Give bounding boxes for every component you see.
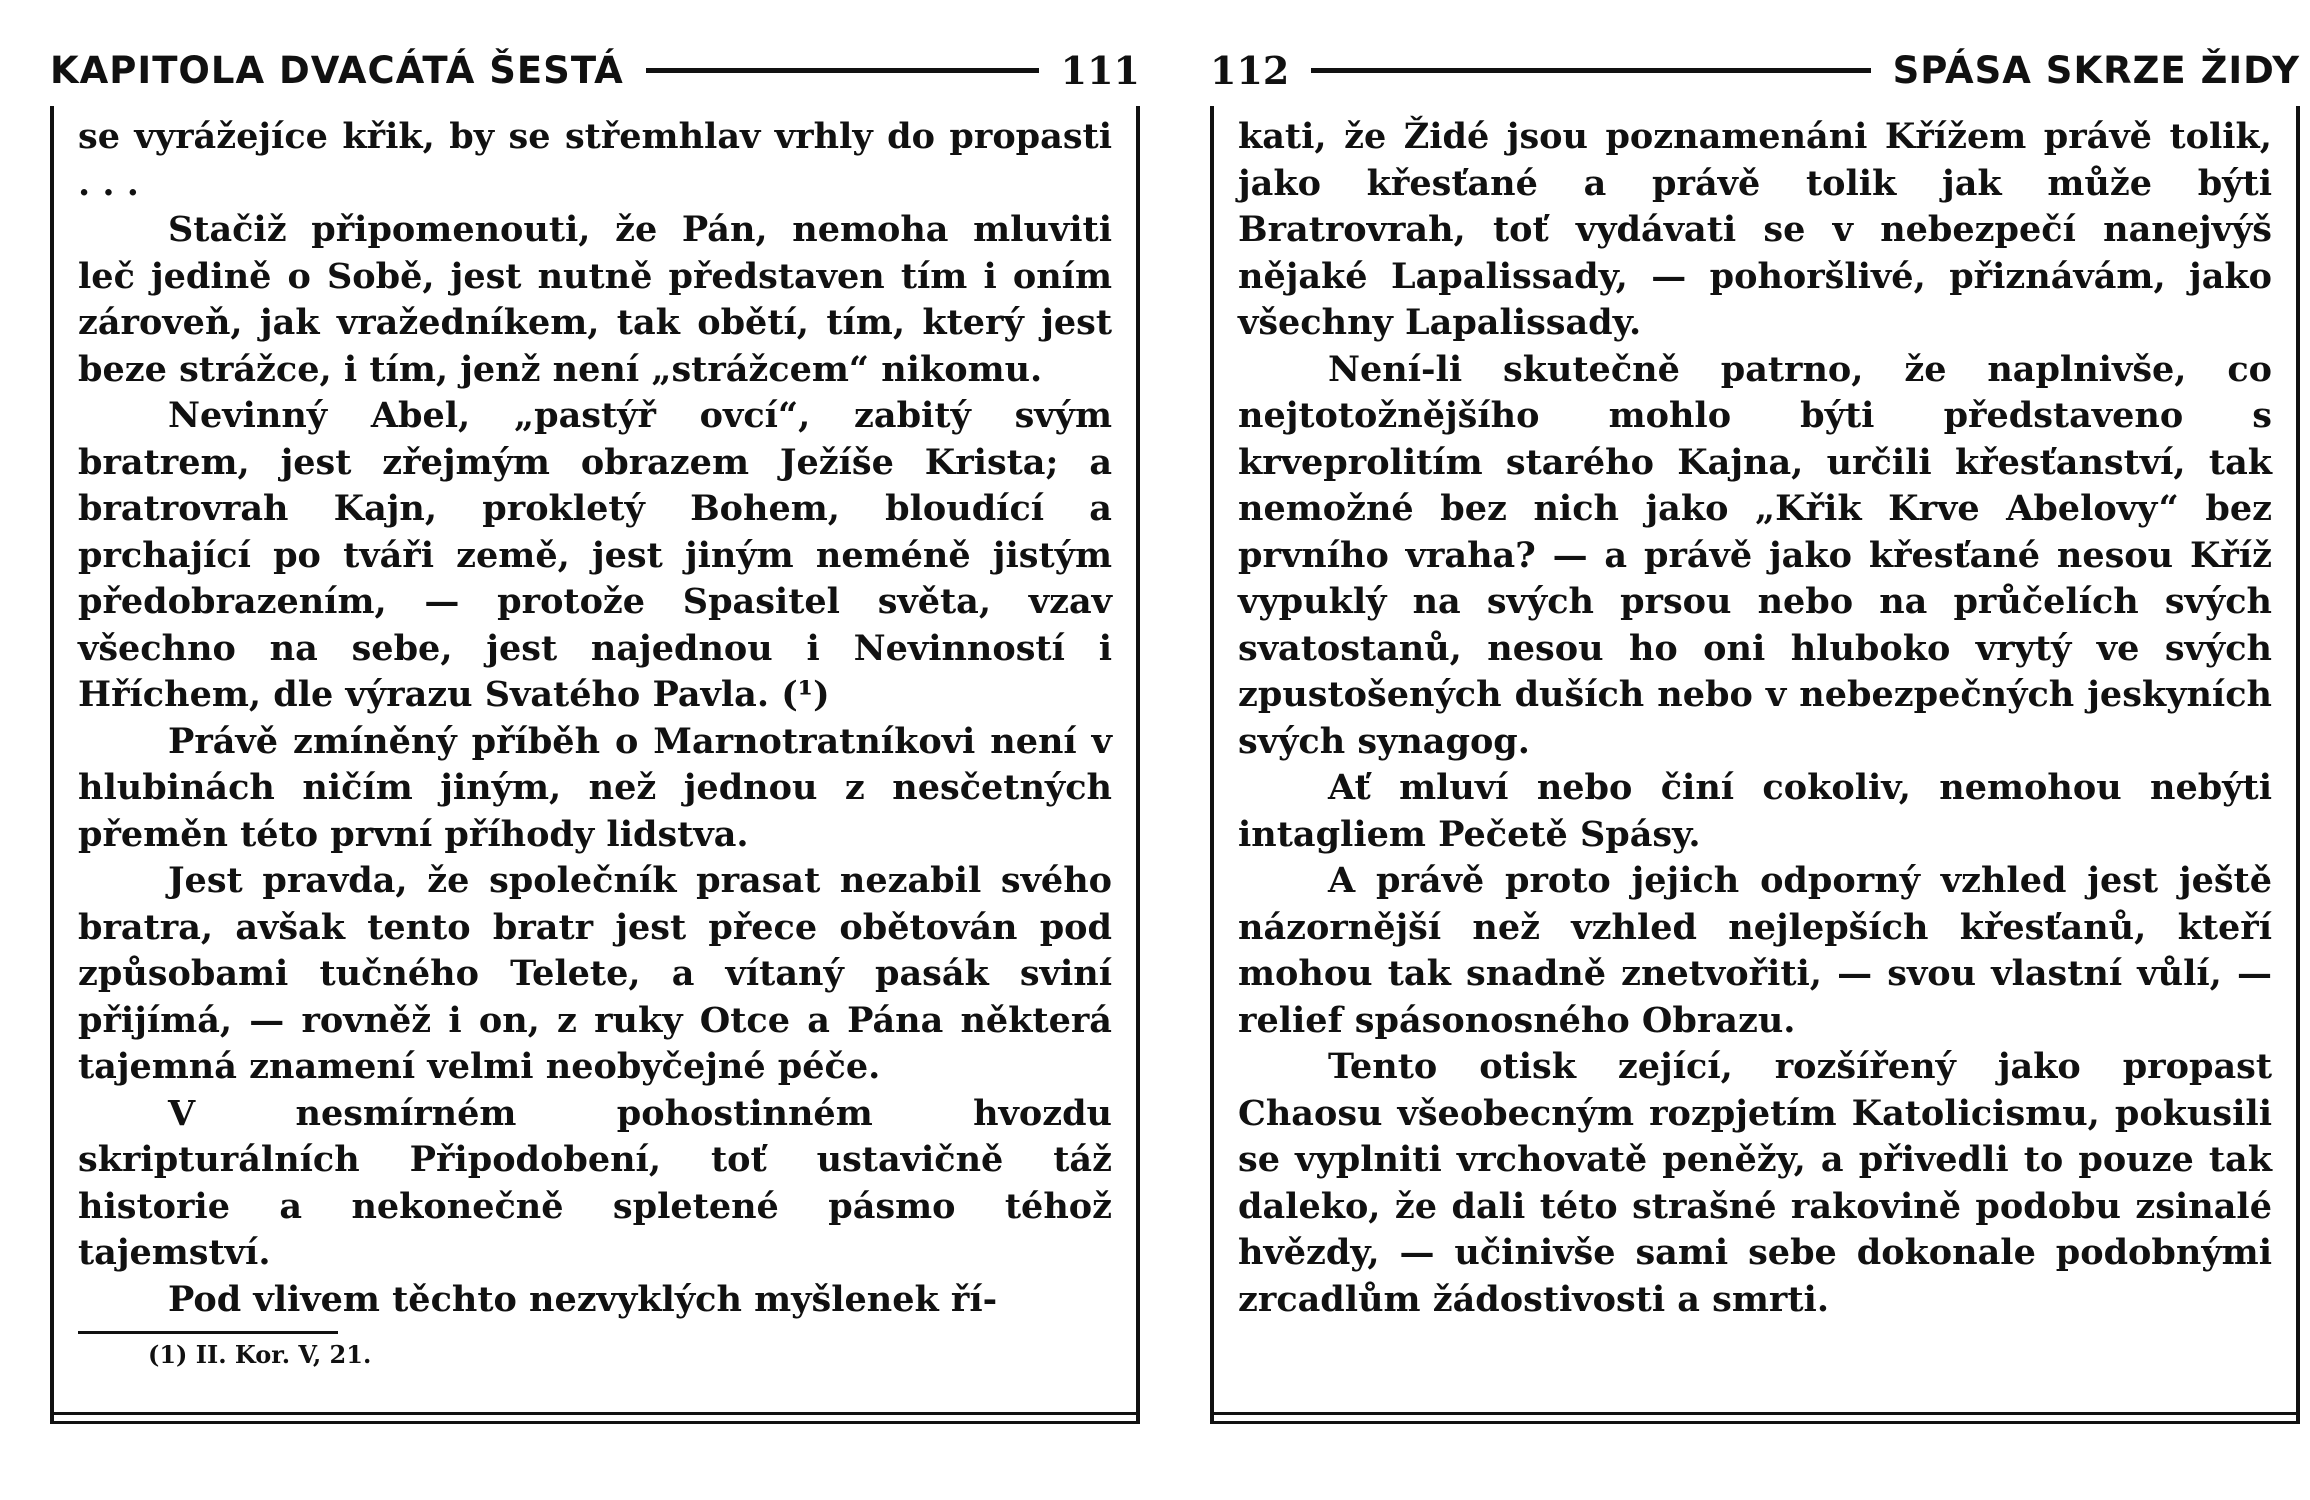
paragraph: Stačiž připomenouti, že Pán, nemoha mluviti leč jedině o Sobě, jest nutně představen tím i oním zároveň, jak vražedníkem, tak obětí, tím, který jest beze strážce, i tím, jenž není „strážcem“ nikomu. (78, 209, 1112, 390)
right-running-header (1210, 40, 2300, 100)
right-page (1210, 40, 2300, 1440)
paragraph: Ať mluví nebo činí cokoliv, nemohou nebýti intagliem Pečetě Spásy. (1238, 767, 2272, 855)
left-running-head-title: KAPITOLA DVACÁTÁ ŠESTÁ (50, 48, 624, 92)
paragraph: Nevinný Abel, „pastýř ovcí“, zabitý svým bratrem, jest zřejmým obrazem Ježíše Krista; a bratrovrah Kajn, prokletý Bohem, bloudící a prchající po tváři země, jest jiným neméně jistým předobrazením, — protože Spasitel světa, vzav všechno na sebe, jest najednou i Nevinností i Hříchem, dle výrazu Svatého Pavla. (¹) (78, 395, 1112, 715)
right-running-head-title: SPÁSA SKRZE ŽIDY (1892, 48, 2300, 92)
left-page (50, 40, 1140, 1440)
paragraph: Tento otisk zející, rozšířený jako propast Chaosu všeobecným rozpjetím Katolicismu, pokusili se vyplniti vrchovatě peněžy, a přivedli to pouze tak daleko, že dali této strašné rakovině podobu zsinalé hvězdy, — učinivše sami sebe dokonale podobnými zrcadlům žádostivosti a smrti. (1238, 1046, 2272, 1320)
right-page-number: 112 (1210, 47, 1290, 93)
right-page-frame (1210, 106, 2300, 1424)
paragraph: V nesmírném pohostinném hvozdu skripturálních Připodobení, toť ustavičně táž historie a nekonečně spletené pásmo téhož tajemství. (78, 1092, 1112, 1273)
paragraph: Pod vlivem těchto nezvyklých myšlenek ří- (168, 1278, 998, 1320)
paragraph: Není-li skutečně patrno, že naplnivše, co nejtotožnějšího mohlo býti představeno s krveprolitím starého Kajna, určili křesťanství, tak nemožné bez nich jako „Křik Krve Abelovy“ bez prvního vraha? — a právě jako křesťané nesou Kříž vypuklý na svých prsou nebo na průčelích svých svatostanů, nesou ho oni hluboko vrytý ve svých zpustošených duších nebo v nebezpečných jeskyních svých synagog. (1238, 348, 2272, 762)
header-rule (646, 68, 1039, 73)
paragraph: se vyrážejíce křik, by se střemhlav vrhly do propasti . . . (78, 116, 1112, 204)
paragraph: Právě zmíněný příběh o Marnotratníkovi není v hlubinách ničím jiným, než jednou z nesčetných přeměn této první příhody lidstva. (78, 720, 1112, 855)
paragraph: A právě proto jejich odporný vzhled jest ještě názornější než vzhled nejlepších křesťanů, kteří mohou tak snadně znetvořiti, — svou vlastní vůlí, — relief spásonosného Obrazu. (1238, 860, 2272, 1041)
right-body-text (1238, 114, 2272, 1323)
footnote: (1) II. Kor. V, 21. (148, 1340, 372, 1369)
footnote-rule (78, 1331, 338, 1334)
left-running-header (50, 40, 1140, 100)
paragraph: Jest pravda, že společník prasat nezabil svého bratra, avšak tento bratr jest přece obětován pod způsobami tučného Telete, a vítaný pasák sviní přijímá, — rovněž i on, z ruky Otce a Pána některá tajemná znamení velmi neobyčejné péče. (78, 860, 1112, 1087)
left-body-text (78, 114, 1112, 1370)
left-page-number: 111 (1060, 47, 1140, 93)
left-page-frame (50, 106, 1140, 1424)
paragraph: kati, že Židé jsou poznamenáni Křížem právě tolik, jako křesťané a právě tolik jak může býti Bratrovrah, toť vydávati se v nebezpečí nanejvýš nějaké Lapalissady, — pohoršlivé, přiznávám, jako všechny Lapalissady. (1238, 116, 2272, 343)
header-rule (1311, 68, 1870, 73)
